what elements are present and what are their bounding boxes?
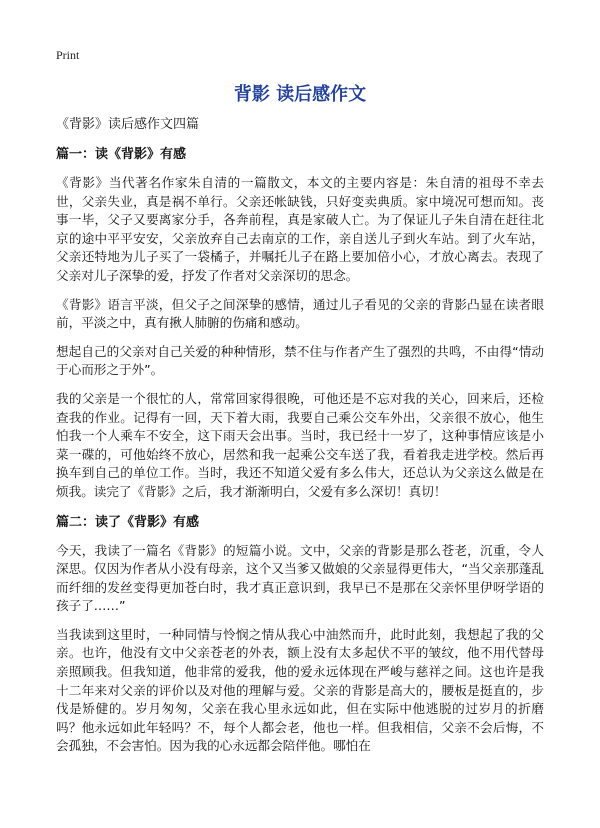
page-title: 背影 读后感作文 — [233, 84, 367, 105]
print-label: Print — [56, 48, 80, 62]
paragraph: 想起自己的父亲对自己关爱的种种情形，禁不住与作者产生了强烈的共鸣，不由得“情动于心而形之于外”。 — [56, 343, 544, 378]
paragraph: 我的父亲是一个很忙的人，常常回家得很晚，可他还是不忘对我的关心，回来后，还检查我的作业。记得有一回，天下着大雨，我要自己乘公交车外出，父亲很不放心，他生怕我一个人乘车不安全，这下雨天会出事。当时，我已经十一岁了，这种事情应该是小菜一碟的，可他始终不放心，居然和我一起乘公交车送了我，看着我走进学校。然后再换车到自己的单位工作。当时，我还不知道父爱有多么伟大，还总认为父亲这么做是在烦我。读完了《背影》之后，我才渐渐明白，父爱有多么深切！真切！ — [56, 390, 544, 499]
paragraph: 当我读到这里时，一种同情与怜悯之情从我心中油然而升，此时此刻，我想起了我的父亲。也许，他没有文中父亲苍老的外表，额上没有太多起伏不平的皱纹，他不用代替母亲照顾我。但我知道，他非常的爱我，他的爱永远体现在严峻与慈祥之间。这也许是我十二年来对父亲的评价以及对他的理解与爱。父亲的背影是高大的，腰板是挺直的，步伐是矫健的。岁月匆匆，父亲在我心里永远如此，但在实际中他逃脱的过岁月的折磨吗？他永远如此年轻吗？不，每个人都会老，他也一样。但我相信，父亲不会后悔，不会孤独，不会害怕。因为我的心永远都会陪伴他。哪怕在 — [56, 626, 544, 754]
section-heading: 篇一：读《背影》有感 — [56, 147, 187, 162]
paragraph: 《背影》语言平淡，但父子之间深挚的感情，通过儿子看见的父亲的背影凸显在读者眼前，平淡之中，真有揪人肺腑的伤痛和感动。 — [56, 296, 544, 331]
paragraph: 今天，我读了一篇名《背影》的短篇小说。文中，父亲的背影是那么苍老，沉重，令人深思。仅因为作者从小没有母亲，这个又当爹又做娘的父亲显得更伟大，“当父亲那蓬乱而纤细的发丝变得更加苍白时，我才真正意识到，我早已不是那在父亲怀里伊呀学语的孩子了……” — [56, 542, 544, 614]
paragraph: 《背影》当代著名作家朱自清的一篇散文，本文的主要内容是：朱自清的祖母不幸去世，父亲失业，真是祸不单行。父亲还帐缺钱，只好变卖典质。家中境况可想而知。丧事一毕，父子又要离家分手，各奔前程，真是家破人亡。为了保证儿子朱自清在赶往北京的途中平平安安，父亲放弃自己去南京的工作，亲自送儿子到火车站。到了火车站，父亲还特地为儿子买了一袋橘子，并嘱托儿子在路上要加倍小心，才放心离去。表现了父亲对儿子深挚的爱，抒发了作者对父亲深切的思念。 — [56, 175, 544, 283]
document-subtitle: 《背影》读后感作文四篇 — [56, 117, 200, 132]
section-heading: 篇二：读了《背影》有感 — [56, 514, 200, 530]
